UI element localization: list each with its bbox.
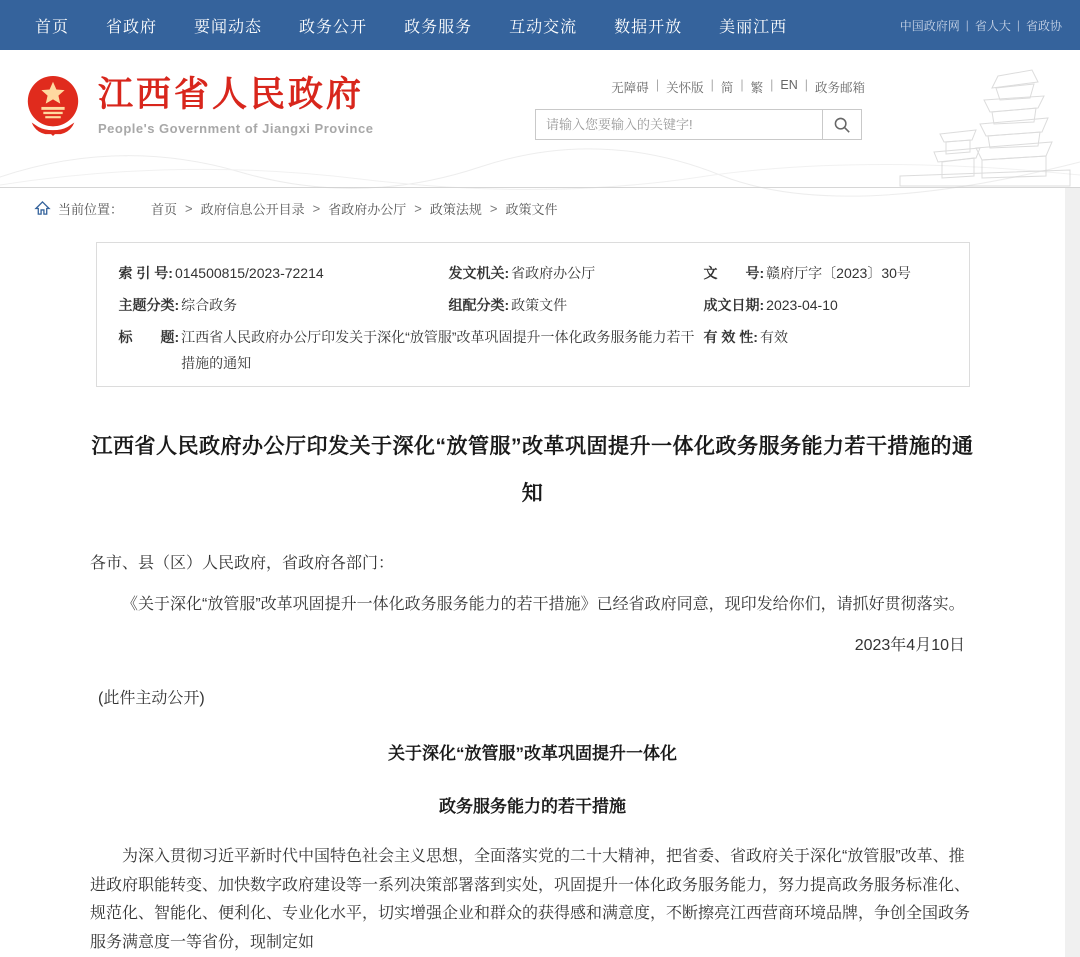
- paragraph: 为深入贯彻习近平新时代中国特色社会主义思想，全面落实党的二十大精神，把省委、省政府关于深化“放管服”改革、推进政府职能转变、加快数字政府建设等一系列决策部署落到实处，巩固提升一体化政务服务能力，努力提高政务服务标准化、规范化、智能化、便利化、专业化水平，切实增强企业和群众的获得感和满意度，不断擦亮江西营商环境品牌，争创全国政务服务满意度一等省份，现制定如: [90, 848, 971, 951]
- document-title: 江西省人民政府办公厅印发关于深化“放管服”改革巩固提升一体化政务服务能力若干措施的通知: [91, 435, 974, 505]
- separator: |: [740, 78, 744, 92]
- home-icon: [35, 201, 50, 216]
- field-value: 政策文件: [511, 297, 568, 313]
- nav-item-news[interactable]: 要闻动态: [194, 18, 263, 36]
- document-info-box: [96, 242, 970, 387]
- document-content: [0, 423, 1065, 957]
- separator: >: [312, 200, 321, 216]
- breadcrumb-policy-documents[interactable]: 政策文件: [505, 201, 558, 217]
- document-date: 2023年4月10日: [854, 637, 965, 654]
- header-right-tools: [535, 78, 865, 140]
- link-provincial-cppcc[interactable]: 省政协: [1025, 18, 1062, 33]
- info-topic-category: [119, 289, 449, 321]
- breadcrumb-home[interactable]: 首页: [151, 201, 178, 217]
- field-label: 有 效 性:: [703, 329, 758, 345]
- breadcrumb-general-office[interactable]: 省政府办公厅: [328, 201, 407, 217]
- attachment-title-line2: 政务服务能力的若干措施: [439, 797, 626, 816]
- link-simplified[interactable]: 简: [720, 81, 734, 95]
- search-button[interactable]: [822, 109, 862, 140]
- link-care-version[interactable]: 关怀版: [666, 81, 704, 95]
- field-value: 2023-04-10: [766, 297, 838, 313]
- breadcrumb-policies-regulations[interactable]: 政策法规: [429, 201, 482, 217]
- link-traditional[interactable]: 繁: [750, 81, 764, 95]
- separator: |: [770, 78, 774, 92]
- link-english[interactable]: EN: [780, 78, 798, 92]
- publicity-note: (此件主动公开): [98, 690, 205, 707]
- field-value: 014500815/2023-72214: [174, 265, 324, 281]
- info-index-number: [119, 257, 449, 289]
- link-china-gov[interactable]: 中国政府网: [899, 18, 960, 33]
- site-brand[interactable]: [22, 72, 373, 138]
- top-nav-external-links: [900, 17, 1062, 34]
- field-value: 赣府厅字〔2023〕30号: [766, 265, 911, 281]
- field-label: 发文机关:: [448, 265, 510, 281]
- info-row: [119, 289, 947, 321]
- national-emblem-logo: [22, 72, 84, 138]
- info-validity: [704, 321, 947, 376]
- separator: >: [489, 200, 498, 216]
- field-label: 文 号:: [703, 265, 765, 281]
- separator: >: [185, 200, 193, 216]
- link-accessibility[interactable]: 无障碍: [611, 81, 649, 95]
- search-icon: [833, 116, 851, 134]
- search-input[interactable]: [535, 109, 822, 140]
- field-label: 主题分类:: [118, 297, 180, 313]
- nav-item-home[interactable]: 首页: [35, 18, 70, 36]
- field-label: 成文日期:: [703, 297, 765, 313]
- breadcrumb-info-catalog[interactable]: 政府信息公开目录: [200, 201, 305, 217]
- info-issuing-agency: [449, 257, 704, 289]
- link-gov-mail[interactable]: 政务邮箱: [814, 81, 865, 95]
- search-bar: [535, 109, 865, 140]
- nav-item-gov-affairs-open[interactable]: 政务公开: [299, 18, 368, 36]
- quick-links: [535, 78, 865, 96]
- site-title: 江西省人民政府: [98, 74, 365, 114]
- info-title: [119, 321, 704, 376]
- info-group-category: [449, 289, 704, 321]
- content-page: [0, 188, 1065, 957]
- nav-item-beautiful-jiangxi[interactable]: 美丽江西: [719, 18, 788, 36]
- separator: |: [804, 78, 808, 92]
- field-label: 标 题:: [118, 329, 180, 345]
- nav-item-gov-services[interactable]: 政务服务: [404, 18, 473, 36]
- nav-item-interaction[interactable]: 互动交流: [509, 18, 578, 36]
- info-row: [119, 257, 947, 289]
- site-header: [0, 50, 1080, 188]
- paragraph: 《关于深化“放管服”改革巩固提升一体化政务服务能力的若干措施》已经省政府同意，现印发给你们，请抓好贯彻落实。: [122, 596, 965, 613]
- separator: |: [1016, 18, 1020, 32]
- top-navigation-bar: [0, 0, 1080, 50]
- link-provincial-congress[interactable]: 省人大: [974, 18, 1011, 33]
- pavilion-sketch: [880, 58, 1080, 188]
- nav-item-provincial-government[interactable]: 省政府: [106, 18, 158, 36]
- breadcrumb-label: 当前位置：: [58, 201, 124, 217]
- separator: |: [710, 78, 714, 92]
- nav-item-open-data[interactable]: 数据开放: [614, 18, 683, 36]
- attachment-title-line1: 关于深化“放管服”改革巩固提升一体化: [388, 744, 677, 763]
- site-title-block: [98, 75, 373, 136]
- separator: |: [965, 18, 969, 32]
- info-row: [119, 321, 947, 376]
- field-value: 综合政务: [181, 297, 238, 313]
- field-value: 有效: [759, 329, 788, 345]
- document-body: [90, 549, 975, 957]
- field-value: 江西省人民政府办公厅印发关于深化“放管服”改革巩固提升一体化政务服务能力若干措施的通知: [181, 329, 695, 371]
- separator: >: [414, 200, 422, 216]
- field-label: 组配分类:: [448, 297, 510, 313]
- top-nav-items: [35, 14, 787, 37]
- site-subtitle: People's Government of Jiangxi Province: [98, 120, 374, 136]
- info-document-number: [704, 257, 947, 289]
- salutation: 各市、县（区）人民政府，省政府各部门：: [90, 555, 395, 572]
- field-label: 索 引 号:: [118, 265, 173, 281]
- separator: |: [655, 78, 660, 92]
- info-issue-date: [704, 289, 947, 321]
- field-value: 省政府办公厅: [511, 265, 596, 281]
